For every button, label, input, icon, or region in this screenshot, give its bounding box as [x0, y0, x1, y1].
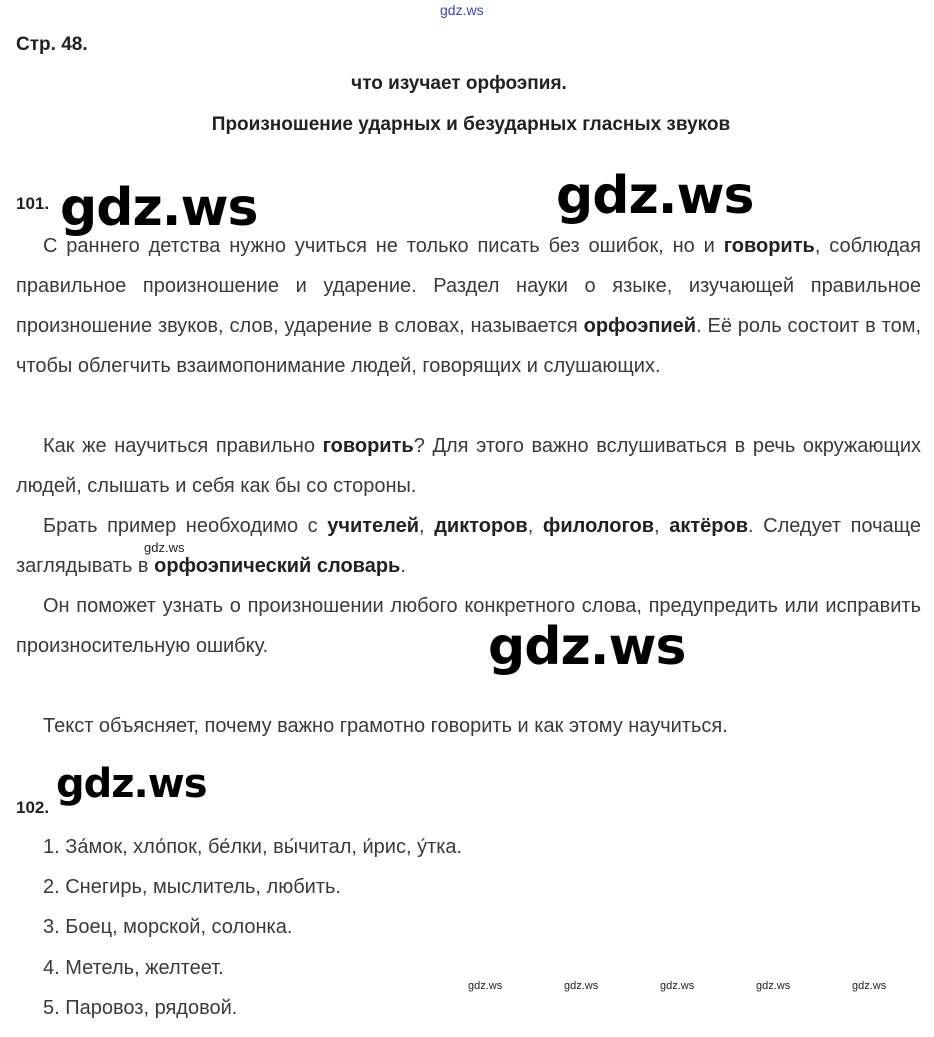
watermark-large: gdz.ws [60, 178, 258, 238]
exercise-101-paragraph-3: Брать пример необходимо с учителей, дикторов, филологов, актёров. Следует почаще заглядывать в орфоэпический словарь. [16, 515, 921, 577]
watermark-top: gdz.ws [440, 2, 484, 18]
exercise-102-item-5: 5. Паровоз, рядовой. [43, 997, 238, 1019]
watermark-small: gdz.ws [468, 980, 503, 992]
exercise-102-item-1: 1. За́мок, хло́пок, бе́лки, вы́читал, и́рис, у́тка. [43, 836, 463, 858]
exercise-101-paragraph-4: Он поможет узнать о произношении любого конкретного слова, предупредить или исправить произносительную ошибку. [16, 595, 921, 657]
watermark-small: gdz.ws [564, 980, 599, 992]
exercise-101-paragraph-1: С раннего детства нужно учиться не только писать без ошибок, но и говорить, соблюдая правильное произношение и ударение. Раздел науки о языке, изучающей правильное произношение звуков, слов, ударение в словах, называется орфоэпией. Её роль состоит в том, чтобы облегчить взаимопонимание людей, говорящих и слушающих. [16, 235, 922, 377]
exercise-102-item-4: 4. Метель, желтеет. [43, 957, 224, 979]
exercise-101-number: 101. [16, 194, 50, 213]
watermark-large: gdz.ws [488, 617, 686, 677]
exercise-102-item-3: 3. Боец, морской, солонка. [43, 916, 293, 938]
exercise-102-item-2: 2. Снегирь, мыслитель, любить. [43, 876, 341, 898]
watermark-small: gdz.ws [852, 980, 887, 992]
watermark-large: gdz.ws [56, 761, 207, 807]
watermark-small: gdz.ws [144, 540, 185, 555]
section-subtitle: Произношение ударных и безударных гласных звуков [211, 114, 731, 135]
section-title: что изучает орфоэпия. [351, 73, 567, 94]
watermark-small: gdz.ws [660, 980, 695, 992]
exercise-101-paragraph-2: Как же научиться правильно говорить? Для этого важно вслушиваться в речь окружающих людей, слышать и себя как бы со стороны. [16, 435, 922, 497]
page-reference: Стр. 48. [16, 34, 88, 55]
exercise-101-conclusion: Текст объясняет, почему важно грамотно говорить и как этому научиться. [43, 715, 728, 737]
watermark-large: gdz.ws [556, 166, 754, 226]
exercise-102-number: 102. [16, 798, 50, 817]
watermark-small: gdz.ws [756, 980, 791, 992]
